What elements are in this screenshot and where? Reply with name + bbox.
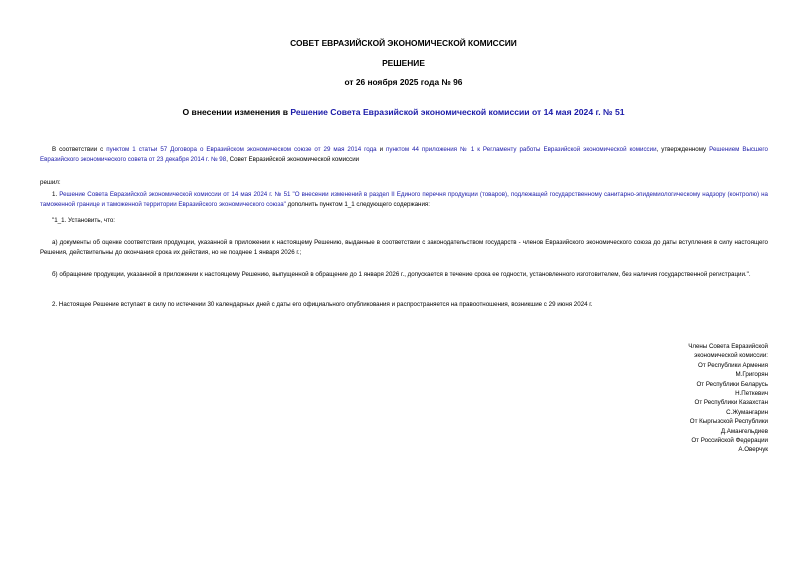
signature-line: Д.Амангельдиев xyxy=(720,427,768,435)
document-type: РЕШЕНИЕ xyxy=(382,58,425,68)
signatures-intro-line-2: экономической комиссии: xyxy=(694,352,768,360)
signature-line: От Кыргызской Республики xyxy=(689,418,768,426)
subject-prefix: О внесении изменения в xyxy=(182,107,291,117)
preamble-text-1: В соответствии с xyxy=(52,146,107,153)
quote-start-paragraph: "1_1. Установить, что: xyxy=(52,217,116,224)
supreme-council-decision-link[interactable]: Решением Высшего Евразийского экономического совета от 23 декабря 2014 г. № 98 xyxy=(40,146,768,163)
preamble-text-3: , утвержденному xyxy=(656,146,710,153)
resolved-label: решил: xyxy=(40,179,61,186)
subitem-b-paragraph: б) обращение продукции, указанной в приложении к настоящему Решению, выпущенной в обращение до 1 января 2026 г., допускается в течение срока ее годности, установленного изготовителем, без наличия государственной регистрации.". xyxy=(52,271,751,278)
council-title: СОВЕТ ЕВРАЗИЙСКОЙ ЭКОНОМИЧЕСКОЙ КОМИССИИ xyxy=(290,38,517,48)
document-date-number: от 26 ноября 2025 года № 96 xyxy=(344,77,463,87)
signature-line: От Республики Беларусь xyxy=(696,380,768,388)
signature-line: М.Григорян xyxy=(735,371,768,379)
regulation-link[interactable]: пунктом 44 приложения № 1 к Регламенту работы Евразийской экономической комиссии xyxy=(386,146,657,153)
treaty-article-link[interactable]: пунктом 1 статьи 57 Договора о Евразийском экономическом союзе от 29 мая 2014 года xyxy=(106,146,377,153)
item-2-paragraph: 2. Настоящее Решение вступает в силу по истечении 30 календарных дней с даты его официального опубликования и распространяется на правоотношения, возникшие с 29 июня 2024 г. xyxy=(52,301,593,308)
signature-line: С.Жумангарин xyxy=(726,408,768,416)
signature-line: От Республики Армения xyxy=(698,361,768,369)
subitem-a-paragraph: а) документы об оценке соответствия продукции, указанной в приложении к настоящему Решению, выданные в соответствии с законодательством государств - членов Евразийского экономического союза до даты вступления в силу настоящего Решения, действительны до окончания срока их действия, но не позднее 1 января 2026 г.; xyxy=(40,239,768,256)
signature-line: Н.Петкевич xyxy=(735,390,768,398)
signatures-intro-line-1: Члены Совета Евразийской xyxy=(688,343,768,350)
item-1-paragraph xyxy=(40,190,768,210)
signature-block xyxy=(628,342,768,455)
signature-line: А.Оверчук xyxy=(738,446,768,454)
preamble-paragraph xyxy=(40,145,768,165)
preamble-text-2: и xyxy=(376,146,387,153)
preamble-text-4: , Совет Евразийской экономической комиссии xyxy=(226,156,360,163)
document-subject xyxy=(0,107,807,117)
signature-line: От Республики Казахстан xyxy=(694,399,768,407)
item-1-number: 1. xyxy=(52,191,60,198)
subject-link[interactable]: Решение Совета Евразийской экономической комиссии от 14 мая 2024 г. № 51 xyxy=(290,107,625,117)
amended-decision-link[interactable]: Решение Совета Евразийской экономической комиссии от 14 мая 2024 г. № 51 "О внесении изменений в раздел II Единого перечня продукции (товаров), подлежащей государственному санитарно-эпидемиологическому надзору (контролю) на таможенной границе и таможенной территории Евразийского экономического союза" xyxy=(40,191,768,208)
item-1-text: дополнить пунктом 1_1 следующего содержания: xyxy=(285,201,430,208)
signature-line: От Российской Федерации xyxy=(691,437,768,445)
